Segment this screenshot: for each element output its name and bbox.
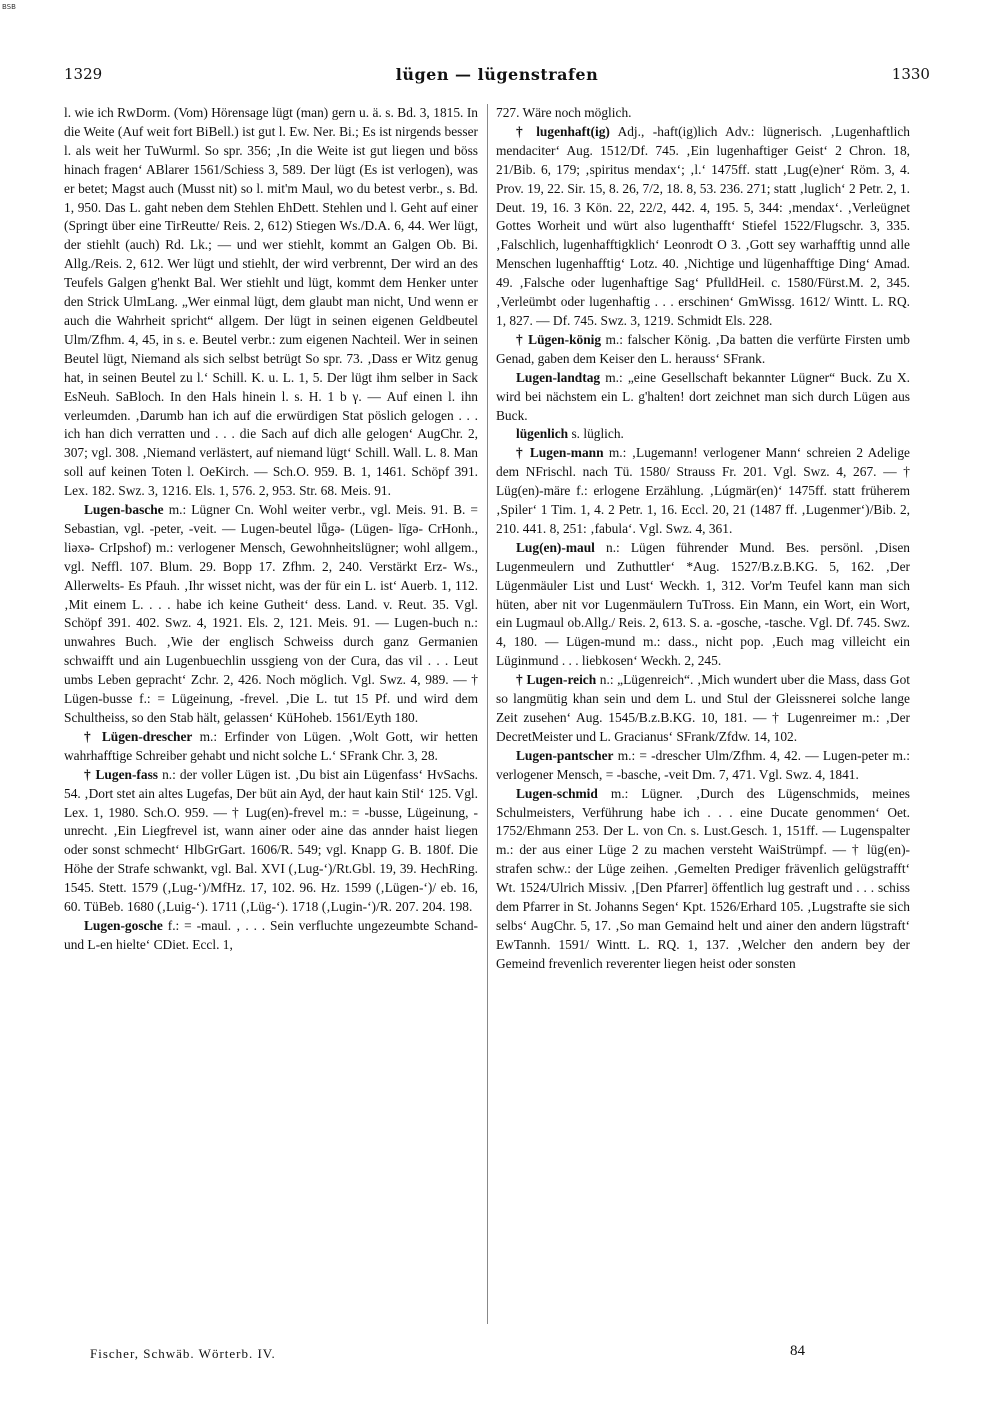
dictionary-entry bbox=[64, 766, 478, 917]
library-stamp: BSB bbox=[2, 3, 16, 11]
dictionary-entry bbox=[64, 501, 478, 728]
entry-body: f.: = -maul. ‚ . . . Sein verfluchte ungezeumbte Schand- und L-en hielte‘ CDiet. Eccl. 1, bbox=[64, 917, 478, 952]
page-number-left: 1329 bbox=[64, 65, 103, 83]
dictionary-entry bbox=[496, 331, 910, 369]
entry-headword: Lug(en)-maul bbox=[516, 539, 595, 555]
dictionary-entry bbox=[496, 785, 910, 974]
page-number-right: 1330 bbox=[891, 65, 930, 83]
dictionary-entry bbox=[496, 671, 910, 747]
dictionary-entry bbox=[496, 539, 910, 671]
footer-signature: Fischer, Schwäb. Wörterb. IV. bbox=[90, 1346, 276, 1361]
entry-body: m.: = -drescher Ulm/Zfhm. 4, 42. — Lugen-peter m.: verlogener Mensch, = -basche, -veit Dm. 7, 471. Vgl. Swz. 4, 1841. bbox=[496, 747, 910, 782]
entry-body: Adj., -haft(ig)lich Adv.: lügnerisch. ‚Lugenhaftlich mendaciter‘ Aug. 1512/Df. 745. ‚Ein lugenhaftiger Geist‘ 2 Chron. 18, 21/Bib. 6, 179; ‚spiritus mendax‘; ‚l.‘ 1475ff. statt ‚Lug(e)ner‘ Röm. 3, 4. Prov. 19, 22. Sir. 15, 8. 26, 7/2, 18. 8, 53. 236. 271; statt ‚luglich‘ 2 Petr. 2, 1. Deut. 19, 16. 3 Kön. 22, 22/2, 442. 4, 195. 5, 344: ‚mendax‘. ‚Verleügnet Gottes Worheit und würt also lugenthafft‘ Stiefel 1522/Flugschr. 3, 335. ‚Falschlich, lugenhafftigklich‘ Leonrodt O 3. ‚Gott sey warhafftig unnd alle Menschen lugenhafftig‘ Lotz. 40. ‚Nichtige und lügenhafftige Ding‘ Amad. 49. ‚Falsche oder lugenhaftige Sag‘ PfulldHeil. c. 1580/Fürst.M. 2, 345. ‚Verleümbt oder lugenhaftig . . . erschinen‘ GmWissg. 1612/ Wintt. L. RQ. 1, 827. — Df. 745. Swz. 3, 1219. Schmidt Els. 228. bbox=[496, 123, 910, 328]
entry-body: m.: „eine Gesellschaft bekannter Lügner“ Buck. Zu X. wird bei nächstem ein L. g'halten! dort zeichnet man sich durch Lügen aus Buck. bbox=[496, 369, 910, 423]
column-divider bbox=[487, 104, 488, 1324]
entry-headword: Lugen-basche bbox=[84, 502, 164, 518]
left-column bbox=[64, 104, 478, 1324]
entry-headword: † Lugen-reich bbox=[516, 672, 597, 688]
entry-body: s. lüglich. bbox=[568, 426, 624, 442]
entry-body: m.: falscher König. ‚Da batten die verfürte Firsten umb Genad, gaben dem Keiser den L. herauss‘ SFrank. bbox=[496, 331, 910, 366]
entry-body: n.: Lügen führender Mund. Bes. persönl. ‚Disen Lugenmeulern und Zuthuttler‘ *Aug. 1527/B.z.B.KG. 5, 162. ‚Der Lügenmäuler List und Lust‘ Weckh. 1, 312. Vor'm Teufel kann man sich hüten, aber nit vor Lugenmäulern TuTross. Ein Mann, ein Wort, ein Wort, ein Lugmaul ob.Allg./ Reis. 2, 613. S. a. -gosche, -tasche. Vgl. Df. 745. Swz. 4, 180. — Lügen-mund m.: dass., nicht pop. ‚Euch mag villeicht ein Lüginmund . . . liebkosen‘ Weckh. 2, 245. bbox=[496, 539, 910, 669]
entry-headword: † lugenhaft(ig) bbox=[516, 123, 610, 139]
dictionary-entry bbox=[496, 123, 910, 331]
entry-headword: Lugen-schmid bbox=[516, 785, 598, 801]
entry-continuation: l. wie ich RwDorm. (Vom) Hörensage lügt (man) gern u. ä. s. Bd. 3, 1815. In die Weite (Auf weit fort BiBell.) ist gut l. Ew. Ner. Bi.; Es ist nirgends besser l. als weit her TuWurml. So spr. 356; ‚In die Weite ist gut liegen und böss hinach fragen‘ ABlarer 1561/Schiess 3, 589. Der lügt (Es ist verlogen), was er betet; Magst auch (Musst nit) so l. mit'm Maul, wo du betest verbr., s. Bd. 1, 950. Das L. gaht neben dem Stehlen EhDett. Stehlen und l. Geht auf einer (Springt über eine TirReutte/ Reis. 2, 612) Stiegen Ws./D.A. 6, 44. Wer lügt, der stiehlt (auch) Rd. Lk.; — und wer stiehlt, kommt an Galgen Ob. Bi. Allg./Reis. 2, 612. Wer lügt und stiehlt, der wird verbrennt, Der wird an des Teufels Galgen g'henkt Bal. Wer stiehlt und lügt, kommt dem Henker unter den Strick UlmLang. „Wer einmal lügt, dem glaubt man nicht, Und wenn er auch die Wahrheit spricht“ allgem. Der lügt in seinen eigenen Geldbeutel Ulm/Zfhm. 4, 45, in s. e. Beutel verbr.: zum eigenen Nachteil. Wer in seinen Beutel lügt, Niemand als sich selbst betrügt So spr. 73. ‚Dass er Witz genug hat, in seinen Beutel zu l.‘ Schill. K. u. L. 1, 5. Der lügt ihm selber in Sack EsNeuh. SaBloch. In den Hals hinein l. s. H. 1 b γ. — Auf einen l. ihn verleumden. ‚Darumb han ich auf die erwürdigen Stat pöslich gelogen . . . ich han dich verratten und . . . die Sach auf dich alle gelogen‘ AugChr. 2, 307; vgl. 308. ‚Niemand verlästert, auf niemand lügt‘ Schill. Wall. L. 8. Man soll auf keinen Toten l. OeKirch. — Sch.O. 959. B. 1, 1461. Schöpf 391. Lex. 182. Swz. 3, 1216. Els. 1, 576. 2, 953. Str. 68. Meis. 91. bbox=[64, 105, 478, 499]
dictionary-entry bbox=[64, 728, 478, 766]
entry-body: n.: „Lügenreich“. ‚Mich wundert uber die Mass, dass Got so langmütig khan sein und dem L. und Stul der Gleissnerei solche lange Zeit zusehen‘ Aug. 1545/B.z.B.KG. 10, 181. — † Lugenreimer m.: ‚Der DecretMeister und L. Gracianus‘ SFrank/Zfdw. 14, 102. bbox=[496, 672, 910, 744]
right-column bbox=[496, 104, 910, 1324]
entry-body: n.: der voller Lügen ist. ‚Du bist ain Lügenfass‘ HvSachs. 54. ‚Dort stet ain altes Lugefas, Der büt ain Ayd, der haut kain Stil‘ 125. Vgl. Lex. 1, 1980. Sch.O. 959. — † Lug(en)-frevel m.: = -busse, Lügeinung, -unrecht. ‚Ein Liegfrevel ist, wann ainer oder aine das annder haist liegen oder sonst schmecht‘ HlbGrGart. 1606/R. 549; vgl. Knapp G. B. 180f. Die Höhe der Strafe schwankt, vgl. Bal. XVI (‚Lug-‘)/Rt.Gbl. 19, 39. HechRing. 1545. Stett. 1579 (‚Lug-‘)/MfHz. 17, 102. 96. Hz. 1599 (‚Lügen-‘)/ eb. 16, 60. TüBeb. 1680 (‚Luig-‘). 1711 (‚Lüg-‘). 1718 (‚Lugin-‘)/R. 207. 204. 198. bbox=[64, 766, 478, 915]
entry-continuation: 727. Wäre noch möglich. bbox=[496, 105, 632, 120]
entry-headword: Lugen-landtag bbox=[516, 369, 601, 385]
entry-body: m.: ‚Lugemann! verlogener Mann‘ schreien 2 Adelige dem NFrischl. nach Tü. 1580/ Strauss Fr. 201. Vgl. Swz. 4, 267. — † Lüg(en)-märe f.: erlogene Erzählung. ‚Lúgmär(en)‘ 1475ff. statt früherem ‚Spiler‘ 1 Tim. 1, 4. 2 Petr. 1, 16. Eccl. 20, 21 (1487 ff. ‚Lugenmer‘)/Bib. 2, 210. 441. 8, 251: ‚fabula‘. Vgl. Swz. 4, 361. bbox=[496, 445, 910, 536]
entry-body: m.: Lügner. ‚Durch des Lügenschmids, meines Schulmeisters, Verführung habe ich . . . eine Ducate genommen‘ Oet. 1752/Ehmann 253. Der L. von Cn. s. Lust.Gesch. 1, 151ff. — Lugenspalter m.: der aus einer Lüge 2 zu machen versteht WaiStrümpf. — † lüg(en)-strafen schw.: der Lüge zeihen. ‚Gemelten Prediger frävenlich gelügstrafft‘ Wt. 1524/Ulrich Missiv. ‚[Den Pfarrer] öffentlich lug gestraft und . . . schiss dem Pfarrer in St. Johanns Segen‘ Kpt. 1526/Erhard 105. ‚Lugstrafte sie sich selbs‘ AugChr. 5, 17. ‚So man Gemaind helt und ainer den andern lügstraft‘ EwTannh. 1591/ Wintt. L. RQ. 1, 137. ‚Welcher den andern bey der Gemeind frevenlich reverenter liegen heist oder sonsten bbox=[496, 785, 910, 971]
entry-headword: Lugen-gosche bbox=[84, 917, 163, 933]
entry-headword: † Lugen-fass bbox=[84, 766, 158, 782]
dictionary-entry bbox=[496, 425, 910, 444]
entry-headword: † Lugen-mann bbox=[516, 445, 604, 461]
dictionary-entry bbox=[496, 444, 910, 539]
dictionary-entry bbox=[496, 747, 910, 785]
entry-headword: Lugen-pantscher bbox=[516, 747, 614, 763]
text-columns bbox=[64, 104, 910, 1324]
page-header bbox=[64, 62, 930, 86]
dictionary-entry bbox=[496, 369, 910, 426]
entry-body: m.: Lügner Cn. Wohl weiter verbr., vgl. Meis. 91. B. = Sebastian, vgl. -peter, -veit. — Lugen-beutel lǖgə- (Lügen- līgə- CrHonh., liəxə- CrIpshof) m.: verlogener Mensch, Gewohnheitslügner; wohl allgem., vgl. Neffl. 107. Blum. 29. Bopp 17. Zfhm. 2, 240. Verstärkt Erz- Ws., Allerwelts- Es Pfauh. ‚Ihr wisset nicht, was der für ein L. ist‘ Auerb. 1, 112. ‚Mit einem L. . . . habe ich keine Gutheit‘ dess. Land. v. Reut. 35. Vgl. Schöpf 391. 402. Swz. 4, 1921. Els. 2, 121. Meis. 91. — Lugen-buch n.: unwahres Buch. ‚Wie der englisch Schweiss durch ganz Germanien schwaifft und ain Lugenbuechlin ussgieng von der Cura, das vil . . . Leut umbs Leben gepracht‘ Zchr. 2, 426. Noch möglich. Vgl. Swz. 4, 989. — † Lügen-busse f.: = Lügeinung, -frevel. ‚Die L. tut 15 Pf. und wird dem Schultheiss, so den Stab hält, gelassen‘ KüHoheb. 1561/Eyth 180. bbox=[64, 502, 478, 725]
dictionary-entry bbox=[64, 917, 478, 955]
entry-headword: † Lügen-drescher bbox=[84, 728, 193, 744]
entry-headword: lügenlich bbox=[516, 426, 569, 442]
footer-sheet-number: 84 bbox=[790, 1343, 805, 1359]
entry-headword: † Lügen-könig bbox=[516, 331, 602, 347]
entry-body: m.: Erfinder von Lügen. ‚Wolt Gott, wir hetten wahrhafftige Schreiber gehabt und nicht solche L.‘ SFrank Chr. 3, 28. bbox=[64, 728, 478, 763]
page-title: lügen — lügenstrafen bbox=[395, 64, 599, 84]
